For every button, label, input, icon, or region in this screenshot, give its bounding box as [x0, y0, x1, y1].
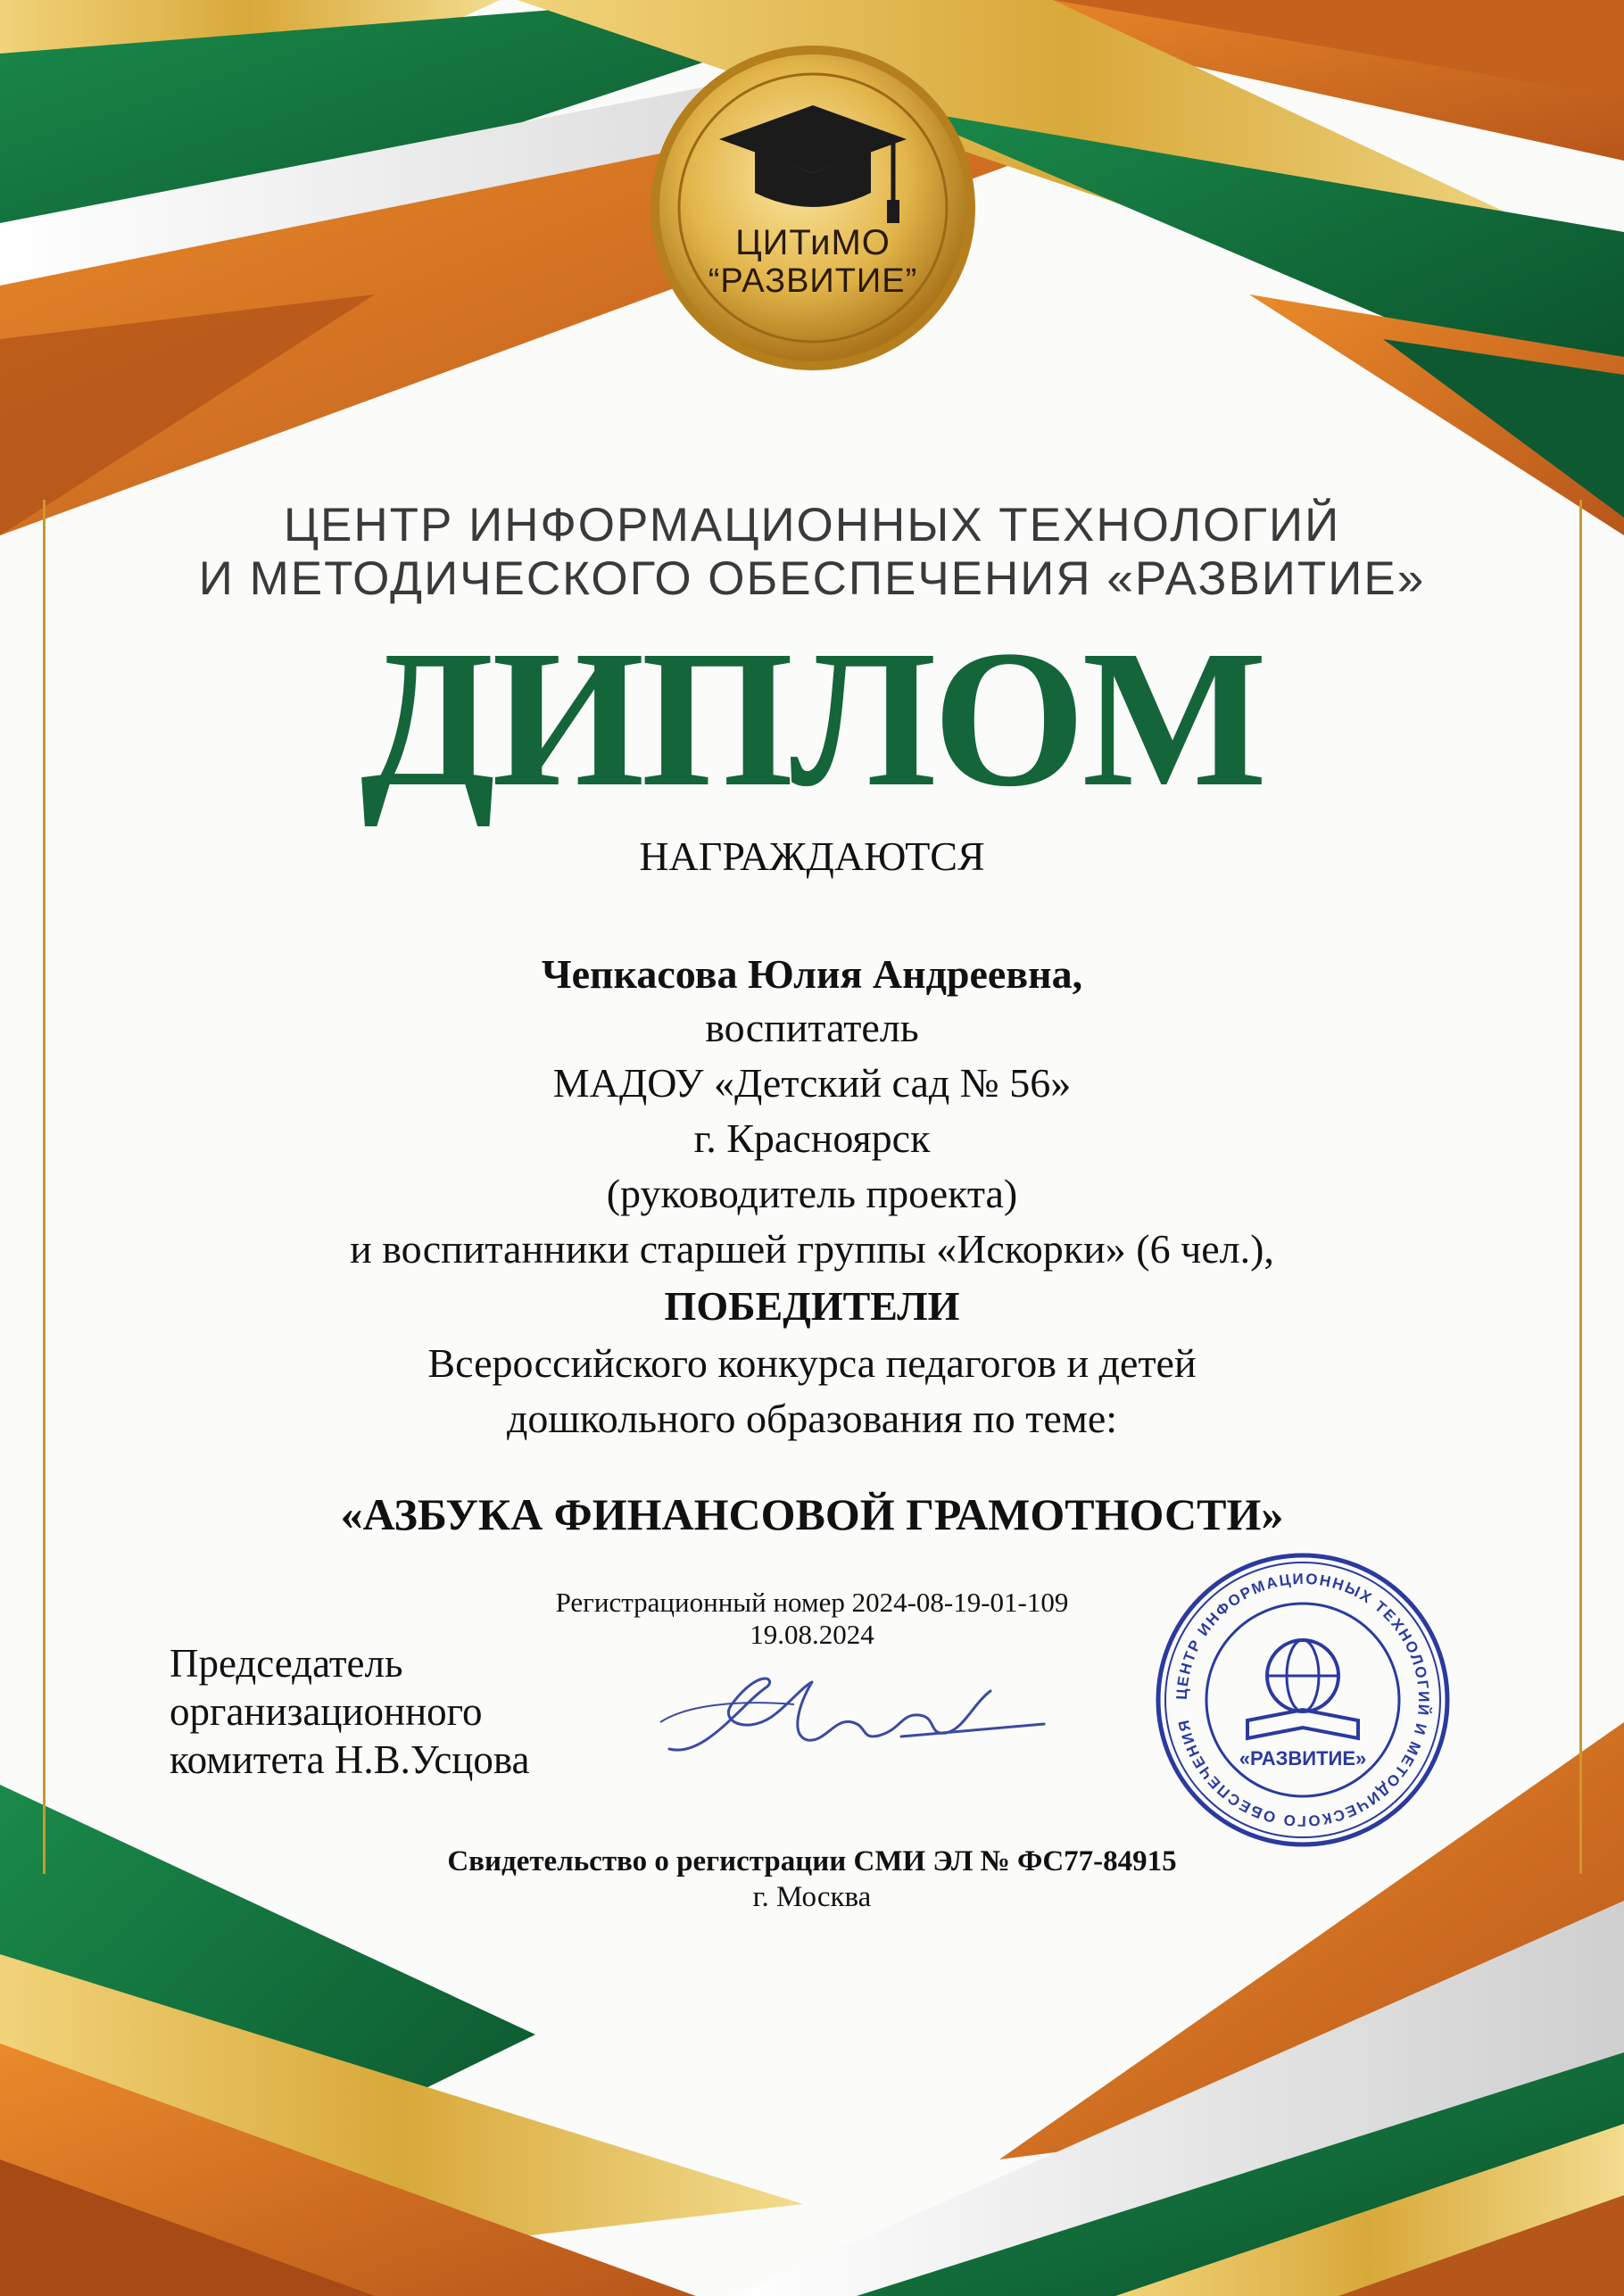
org-name-line-1: ЦЕНТР ИНФОРМАЦИОННЫХ ТЕХНОЛОГИЙ [283, 499, 1341, 551]
contest-line-2: дошкольного образования по теме: [506, 1396, 1118, 1441]
right-border-line [1579, 500, 1582, 1874]
group-info: и воспитанники старшей группы «Искорки» (6 чел.), [350, 1226, 1274, 1272]
result-label: ПОБЕДИТЕЛИ [664, 1283, 960, 1329]
organization-stamp [1154, 1551, 1453, 1850]
signatory-line-1: Председатель [170, 1641, 403, 1686]
org-name-line-2: И МЕТОДИЧЕСКОГО ОБЕСПЕЧЕНИЯ «РАЗВИТИЕ» [198, 552, 1426, 605]
footer-city: г. Москва [752, 1881, 872, 1913]
media-certificate: Свидетельство о регистрации СМИ ЭЛ № ФС77-84915 [447, 1845, 1177, 1877]
contest-line-1: Всероссийского конкурса педагогов и детей [427, 1340, 1197, 1386]
registration-date: 19.08.2024 [750, 1619, 874, 1650]
institution: МАДОУ «Детский сад № 56» [552, 1060, 1072, 1106]
globe-book-icon [1247, 1640, 1358, 1738]
seal-line-2: “РАЗВИТИЕ” [708, 262, 918, 300]
recipient-position: воспитатель [705, 1005, 919, 1050]
registration-number: Регистрационный номер 2024-08-19-01-109 [555, 1587, 1069, 1618]
signature [634, 1651, 1053, 1776]
svg-text:ЦЕНТР ИНФОРМАЦИОННЫХ ТЕХНОЛОГИ [1173, 1571, 1432, 1829]
city: г. Красноярск [693, 1115, 931, 1161]
stamp-outer-text: ЦЕНТР ИНФОРМАЦИОННЫХ ТЕХНОЛОГИЙ И МЕТОДИЧЕСКОГО ОБЕСПЕЧЕНИЯ [1172, 1570, 1433, 1830]
recipient-name: Чепкасова Юлия Андреевна, [541, 951, 1083, 997]
diploma-title: ДИПЛОМ [360, 609, 1264, 827]
stamp-center-text: «РАЗВИТИЕ» [1239, 1747, 1367, 1770]
gold-seal [648, 43, 978, 373]
recipient-role: (руководитель проекта) [606, 1171, 1018, 1216]
seal-line-1: ЦИТиМО [735, 223, 891, 262]
signatory-line-2: организационного [170, 1689, 483, 1734]
awarded-label: НАГРАЖДАЮТСЯ [639, 833, 985, 879]
signatory-line-3: комитета Н.В.Усцова [170, 1737, 530, 1782]
contest-topic: «АЗБУКА ФИНАНСОВОЙ ГРАМОТНОСТИ» [340, 1489, 1284, 1539]
left-border-line [43, 500, 46, 1874]
